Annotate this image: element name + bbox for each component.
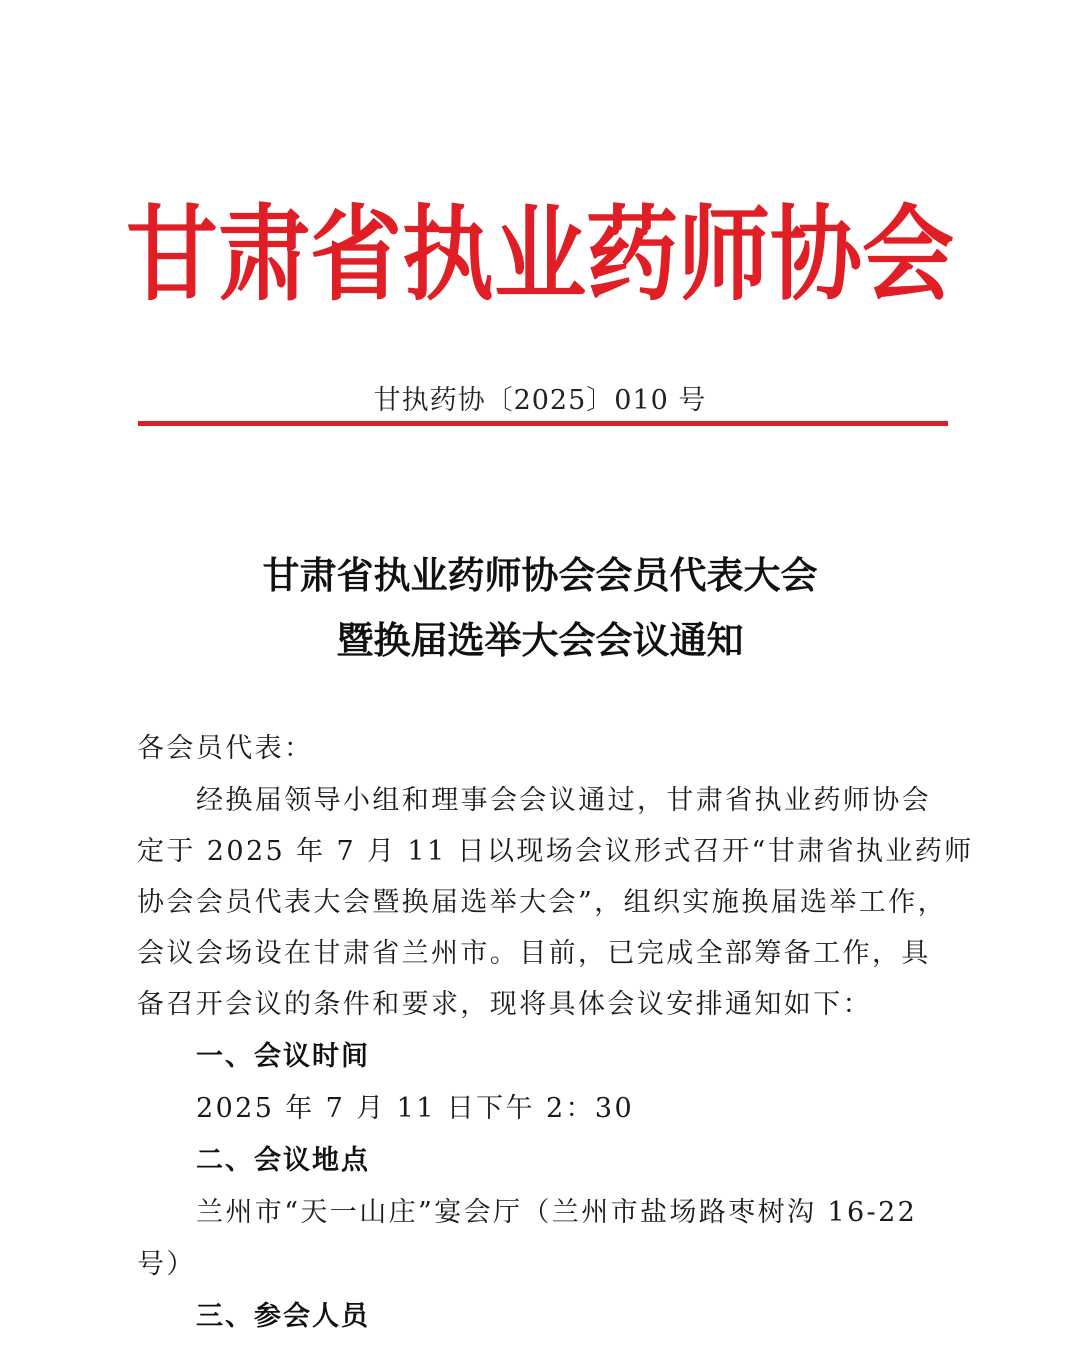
document-number: 甘执药协〔2025〕010 号 <box>373 385 707 416</box>
paragraph-line: 会议会场设在甘肃省兰州市。目前，已完成全部筹备工作，具 <box>137 938 931 969</box>
meeting-location-line-1: 兰州市“天一山庄”宴会厅（兰州市盐场路枣树沟 16-22 <box>196 1197 918 1228</box>
paragraph-line: 备召开会议的条件和要求，现将具体会议安排通知如下： <box>137 989 872 1020</box>
organization-header: 甘肃省执业药师协会 <box>125 194 954 315</box>
document-title-line-2: 暨换届选举大会会议通知 <box>336 619 744 662</box>
paragraph-line: 定于 2025 年 7 月 11 日以现场会议形式召开“甘肃省执业药师 <box>137 836 974 867</box>
meeting-location-line-2: 号） <box>137 1249 196 1280</box>
document-title-line-1: 甘肃省执业药师协会会员代表大会 <box>262 554 818 597</box>
section-heading-location: 二、会议地点 <box>196 1145 370 1176</box>
paragraph-line: 经换届领导小组和理事会会议通过，甘肃省执业药师协会 <box>196 785 931 816</box>
paragraph-line: 协会会员代表大会暨换届选举大会”，组织实施换届选举工作， <box>137 887 948 918</box>
red-divider <box>138 421 948 426</box>
section-heading-attendees: 三、参会人员 <box>196 1301 370 1332</box>
salutation: 各会员代表： <box>137 733 314 764</box>
section-heading-time: 一、会议时间 <box>196 1041 370 1072</box>
meeting-time: 2025 年 7 月 11 日下午 2：30 <box>196 1093 635 1124</box>
